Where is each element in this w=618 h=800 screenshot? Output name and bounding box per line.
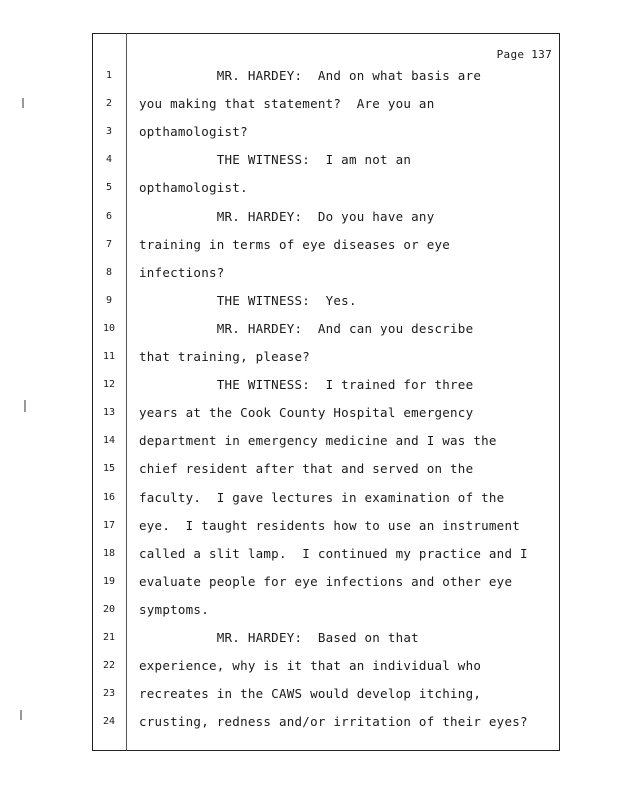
line-number: 6: [105, 210, 113, 222]
line-number: 7: [105, 238, 113, 250]
transcript-line: [0, 96, 618, 114]
line-text: chief resident after that and served on the: [139, 461, 474, 477]
transcript-line: [0, 714, 618, 732]
line-text: MR. HARDEY: And can you describe: [139, 320, 474, 336]
scan-artifact: [20, 710, 22, 720]
transcript-line: [0, 490, 618, 508]
line-number: 21: [102, 632, 116, 643]
line-number: 17: [102, 519, 116, 531]
line-number: 14: [102, 435, 116, 447]
transcript-line: [0, 180, 618, 198]
line-text: training in terms of eye diseases or eye: [139, 236, 451, 252]
line-number: 16: [102, 491, 116, 503]
line-number: 12: [102, 379, 116, 391]
line-number: 11: [102, 351, 116, 362]
line-text: that training, please?: [139, 349, 311, 364]
line-number: 19: [102, 575, 116, 587]
transcript-line: [0, 293, 618, 311]
line-text: you making that statement? Are you an: [139, 96, 435, 112]
line-number: 8: [105, 266, 113, 278]
line-number: 24: [102, 716, 116, 728]
scan-artifact: [24, 400, 26, 412]
page-number-label: Page 137: [496, 48, 552, 61]
scan-artifact: [22, 98, 24, 108]
line-number: 3: [105, 126, 113, 138]
line-text: opthamologist.: [139, 180, 248, 196]
line-number: 15: [102, 463, 116, 475]
line-text: THE WITNESS: Yes.: [139, 292, 357, 308]
line-text: THE WITNESS: I am not an: [139, 152, 412, 168]
line-text: department in emergency medicine and I was the: [139, 433, 497, 449]
transcript-line: [0, 124, 618, 142]
line-text: called a slit lamp. I continued my practice and I: [139, 545, 528, 561]
transcript-line: [0, 461, 618, 479]
line-text: MR. HARDEY: Based on that: [139, 630, 419, 645]
line-text: years at the Cook County Hospital emergency: [139, 405, 474, 421]
line-number: 18: [102, 547, 116, 559]
transcript-line: [0, 209, 618, 227]
line-text: THE WITNESS: I trained for three: [139, 377, 474, 393]
line-text: infections?: [139, 264, 225, 280]
transcript-line: [0, 237, 618, 255]
transcript-line: [0, 152, 618, 170]
transcript-line: [0, 630, 618, 648]
transcript-line: [0, 546, 618, 564]
transcript-line: [0, 433, 618, 451]
line-number: 9: [105, 294, 113, 306]
line-text: eye. I taught residents how to use an instrument: [139, 517, 521, 533]
line-text: MR. HARDEY: Do you have any: [139, 208, 435, 224]
transcript-line: [0, 349, 618, 367]
line-number: 13: [102, 407, 116, 419]
line-text: MR. HARDEY: And on what basis are: [139, 68, 482, 83]
transcript-line: [0, 686, 618, 704]
line-number: 22: [102, 660, 116, 672]
line-text: evaluate people for eye infections and other eye: [139, 573, 513, 589]
transcript-line: [0, 321, 618, 339]
line-text: opthamologist?: [139, 124, 248, 140]
transcript-line: [0, 265, 618, 283]
transcript-line: [0, 658, 618, 676]
transcript-line: [0, 574, 618, 592]
transcript-line: [0, 68, 618, 86]
transcript-line: [0, 377, 618, 395]
line-text: symptoms.: [139, 601, 209, 617]
line-number: 10: [102, 322, 116, 334]
line-text: recreates in the CAWS would develop itching,: [139, 686, 482, 702]
line-text: faculty. I gave lectures in examination of the: [139, 489, 505, 505]
line-text: crusting, redness and/or irritation of their eyes?: [139, 714, 528, 730]
line-number: 20: [102, 603, 116, 615]
line-number: 23: [102, 688, 116, 700]
transcript-line: [0, 518, 618, 536]
line-number: 5: [105, 182, 113, 194]
line-number: 2: [105, 98, 113, 110]
line-number: 1: [105, 70, 113, 81]
transcript-line: [0, 405, 618, 423]
line-text: experience, why is it that an individual who: [139, 658, 482, 674]
transcript-line: [0, 602, 618, 620]
line-number: 4: [105, 154, 113, 166]
